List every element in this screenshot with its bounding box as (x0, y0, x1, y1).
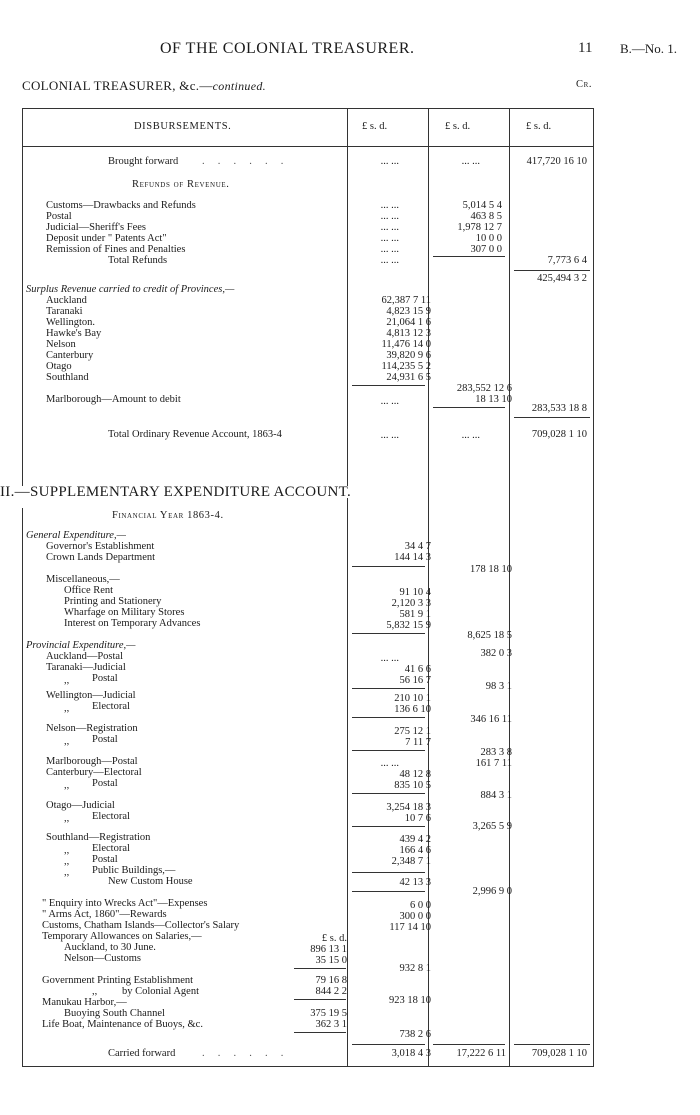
rule-temp-sub (294, 968, 346, 969)
otago-electoral-label: Electoral (92, 811, 130, 822)
otago-judicial-c1: 3,254 18 3 (386, 802, 431, 813)
col3-header: £ s. d. (526, 121, 552, 132)
rule-final-c2 (433, 1044, 505, 1045)
hawkes-bay-c1: 4,813 12 3 (386, 328, 431, 339)
buoying-label: Buoying South Channel (64, 1008, 165, 1019)
wellington-judicial-label: Wellington—Judicial (46, 690, 136, 701)
ditto-mark: ,, (64, 867, 70, 878)
rule-marl-c2 (433, 407, 505, 408)
rule-nel-c1 (352, 750, 425, 751)
taranaki-postal-c2: 98 3 1 (485, 681, 512, 692)
southland-label: Southland (46, 372, 89, 383)
financial-year: Financial Year 1863-4. (112, 510, 224, 521)
col-disbursements: DISBURSEMENTS. (134, 121, 232, 132)
nelson-postal-c2: 283 3 8 (480, 747, 512, 758)
rule-crown-c1 (352, 566, 425, 567)
canterbury-electoral-label: Canterbury—Electoral (46, 767, 142, 778)
auckland-postal-label: Auckland—Postal (46, 651, 123, 662)
deposit-c1: ... ... (380, 233, 399, 244)
canterbury-postal-c2: 884 3 1 (480, 790, 512, 801)
credit-side-label: Cr. (576, 79, 593, 90)
life-boat-sub: 362 3 1 (315, 1019, 347, 1030)
canterbury-postal-label: Postal (92, 778, 118, 789)
nelson-registration-label: Nelson—Registration (46, 723, 138, 734)
taranaki-c1: 4,823 15 9 (386, 306, 431, 317)
ditto-mark: ,, (64, 845, 70, 856)
gov-printing-label: Government Printing Establishment (42, 975, 194, 986)
southland-postal-label: Postal (92, 854, 118, 865)
southland-registration-label: Southland—Registration (46, 832, 151, 843)
ditto-mark: ,, (64, 780, 70, 791)
interest-c2: 8,625 18 5 (467, 630, 512, 641)
rule-right (593, 108, 594, 1067)
general-heading: General Expenditure,— (26, 530, 126, 541)
southland-postal-c1: 2,348 7 1 (391, 856, 431, 867)
public-buildings-label: Public Buildings,— (92, 865, 176, 876)
rule-well-c1 (352, 717, 425, 718)
ditto-mark: ,, (64, 675, 70, 686)
canterbury-label: Canterbury (46, 350, 94, 361)
interest-label: Interest on Temporary Advances (64, 618, 201, 629)
otago-electoral-c2: 3,265 5 9 (472, 821, 512, 832)
nelson-postal-label: Postal (92, 734, 118, 745)
life-boat-label: Life Boat, Maintenance of Buoys, &c. (42, 1019, 203, 1030)
southland-registration-c1: 439 4 2 (399, 834, 431, 845)
wellington-electoral-c1: 136 6 10 (394, 704, 431, 715)
otago-judicial-label: Otago—Judicial (46, 800, 115, 811)
rule-surplus-c1 (352, 385, 425, 386)
gov-printing-sub: 79 16 8 (315, 975, 347, 986)
surplus-total-c2: 283,552 12 6 (456, 383, 512, 394)
nelson-label: Nelson (46, 339, 76, 350)
judicial-c2: 1,978 12 7 (457, 222, 502, 233)
crown-lands-c2: 178 18 10 (470, 564, 512, 575)
colonial-agent-sub: 844 2 2 (315, 986, 347, 997)
custom-house-c2: 2,996 9 0 (472, 886, 512, 897)
rule-sth-c1 (352, 872, 425, 873)
remission-label: Remission of Fines and Penalties (46, 244, 186, 255)
chatham-c1: 117 14 10 (389, 922, 431, 933)
refunds-heading: Refunds of Revenue. (132, 179, 230, 190)
canterbury-c1: 39,820 9 6 (386, 350, 431, 361)
section-subtitle (22, 78, 266, 94)
crown-lands-label: Crown Lands Department (46, 552, 156, 563)
taranaki-postal-label: Postal (92, 673, 118, 684)
col1-header: £ s. d. (362, 121, 388, 132)
rule-manu-sub (294, 1032, 346, 1033)
rule-ota-c1 (352, 826, 425, 827)
disbursements-table (0, 100, 594, 1068)
remission-c2: 307 0 0 (470, 244, 502, 255)
nelson-customs-c1: 932 8 1 (399, 963, 431, 974)
total-ordinary-c3: 709,028 1 10 (531, 429, 587, 440)
brought-forward-c1: ... ... (380, 156, 399, 167)
total-refunds-c3: 7,773 6 4 (547, 255, 587, 266)
hawkes-bay-label: Hawke's Bay (46, 328, 102, 339)
ditto-mark: ,, (92, 986, 98, 997)
surplus-heading: Surplus Revenue carried to credit of Provinces,— (26, 284, 235, 295)
governor-c1: 34 4 7 (404, 541, 431, 552)
postal-c1: ... ... (380, 211, 399, 222)
nelson-registration-c1: 275 12 1 (394, 726, 431, 737)
subtitle-text: COLONIAL TREASURER, &c.— (22, 78, 213, 93)
interest-c1: 5,832 15 9 (386, 620, 431, 631)
wellington-judicial-c1: 210 10 1 (394, 693, 431, 704)
total-refunds-c1: ... ... (380, 255, 399, 266)
judicial-c1: ... ... (380, 222, 399, 233)
wharfage-label: Wharfage on Military Stores (64, 607, 185, 618)
rule-cust-c1 (352, 891, 425, 892)
otago-c1: 114,235 5 2 (381, 361, 431, 372)
total-refunds-label: Total Refunds (108, 255, 168, 266)
chatham-label: Customs, Chatham Islands—Collector's Salary (42, 920, 240, 931)
nelson-postal-c1: 7 11 7 (405, 737, 431, 748)
taranaki-judicial-c1: 41 6 6 (404, 664, 431, 675)
rule-marl-c3 (514, 417, 590, 418)
arms-c1: 300 0 0 (399, 911, 431, 922)
auckland-june-sub: 896 13 1 (310, 944, 347, 955)
custom-house-label: New Custom House (108, 876, 193, 887)
marlborough-debit-c3: 283,533 18 8 (531, 403, 587, 414)
colonial-agent-c1: 923 18 10 (389, 995, 431, 1006)
col2-header: £ s. d. (445, 121, 471, 132)
rule-left (22, 108, 23, 494)
taranaki-label: Taranaki (46, 306, 83, 317)
wellington-label: Wellington. (46, 317, 96, 328)
rule-tar-c1 (352, 688, 425, 689)
wrecks-c1: 6 0 0 (410, 900, 431, 911)
wrecks-label: " Enquiry into Wrecks Act"—Expenses (42, 898, 208, 909)
rule-final-c3 (514, 1044, 590, 1045)
provincial-heading: Provincial Expenditure,— (26, 640, 136, 651)
taranaki-judicial-label: Taranaki—Judicial (46, 662, 126, 673)
otago-electoral-c1: 10 7 6 (404, 813, 431, 824)
leader-dots: . . . . . . (202, 156, 284, 167)
ditto-mark: ,, (64, 736, 70, 747)
remission-c1: ... ... (380, 244, 399, 255)
canterbury-electoral-c1: 48 12 8 (399, 769, 431, 780)
supplementary-title: II.—SUPPLEMENTARY EXPENDITURE ACCOUNT. (0, 484, 352, 500)
taranaki-postal-c1: 56 16 7 (399, 675, 431, 686)
customs-c1: ... ... (380, 200, 399, 211)
canterbury-postal-c1: 835 10 5 (394, 780, 431, 791)
marlborough-debit-label: Marlborough—Amount to debit (46, 394, 181, 405)
southland-electoral-c1: 166 4 6 (399, 845, 431, 856)
auckland-c1: 62,387 7 11 (381, 295, 431, 306)
brought-forward-label: Brought forward (108, 156, 179, 167)
marlborough-debit-c1: ... ... (380, 396, 399, 407)
rule-cant-c1 (352, 793, 425, 794)
auckland-june-label: Auckland, to 30 June. (64, 942, 156, 953)
buoying-sub: 375 19 5 (310, 1008, 347, 1019)
subtitle-continued: continued. (212, 79, 266, 93)
printing-c1: 2,120 3 3 (391, 598, 431, 609)
subtotal1-c3: 425,494 3 2 (537, 273, 587, 284)
custom-house-c1: 42 13 3 (399, 877, 431, 888)
customs-c2: 5,014 5 4 (462, 200, 502, 211)
marlborough-postal-c1: ... ... (380, 758, 399, 769)
nelson-c1: 11,476 14 0 (381, 339, 431, 350)
nelson-customs-sub: 35 15 0 (315, 955, 347, 966)
wellington-electoral-label: Electoral (92, 701, 130, 712)
governor-label: Governor's Establishment (46, 541, 155, 552)
brought-forward-c3: 417,720 16 10 (526, 156, 587, 167)
auckland-postal-c1: ... ... (380, 653, 399, 664)
rule-col3 (509, 108, 510, 1067)
brought-forward-c2: ... ... (461, 156, 480, 167)
deposit-c2: 10 0 0 (475, 233, 502, 244)
rule-print-sub (294, 999, 346, 1000)
rule-final-c1 (352, 1044, 425, 1045)
rule-refunds-c3 (514, 270, 590, 271)
page-number: 11 (578, 40, 593, 56)
nelson-customs-label: Nelson—Customs (64, 953, 142, 964)
customs-label: Customs—Drawbacks and Refunds (46, 200, 196, 211)
rule-refunds-c2 (433, 256, 505, 257)
misc-heading: Miscellaneous,— (46, 574, 120, 585)
life-boat-c1: 738 2 6 (399, 1029, 431, 1040)
rule-misc-c1 (352, 633, 425, 634)
auckland-label: Auckland (46, 295, 87, 306)
ditto-mark: ,, (64, 813, 70, 824)
ditto-mark: ,, (64, 703, 70, 714)
total-ordinary-c1: ... ... (380, 430, 399, 441)
total-ordinary-label: Total Ordinary Revenue Account, 1863-4 (108, 429, 282, 440)
office-rent-label: Office Rent (64, 585, 114, 596)
document-reference: B.—No. 1. (620, 41, 678, 56)
marlborough-postal-label: Marlborough—Postal (46, 756, 138, 767)
temp-allow-label: Temporary Allowances on Salaries,— (42, 931, 202, 942)
postal-label: Postal (46, 211, 72, 222)
wellington-electoral-c2: 346 16 11 (470, 714, 512, 725)
postal-c2: 463 8 5 (470, 211, 502, 222)
southland-c1: 24,931 6 5 (386, 372, 431, 383)
colonial-agent-label: by Colonial Agent (122, 986, 199, 997)
temp-allow-sub: £ s. d. (321, 933, 347, 944)
auckland-postal-c2: 382 0 3 (480, 648, 512, 659)
total-ordinary-c2: ... ... (461, 430, 480, 441)
arms-label: " Arms Act, 1860"—Rewards (42, 909, 167, 920)
ditto-mark: ,, (64, 856, 70, 867)
carried-forward-c2: 17,222 6 11 (456, 1048, 506, 1059)
carried-forward-label: Carried forward (108, 1048, 176, 1059)
marlborough-debit-c2: 18 13 10 (475, 394, 512, 405)
otago-label: Otago (46, 361, 72, 372)
wellington-c1: 21,064 1 6 (386, 317, 431, 328)
carried-forward-c1: 3,018 4 3 (391, 1048, 431, 1059)
leader-dots: . . . . . . (202, 1048, 284, 1059)
rule-col1 (347, 108, 348, 1067)
printing-label: Printing and Stationery (64, 596, 162, 607)
crown-lands-c1: 144 14 3 (394, 552, 431, 563)
manukau-label: Manukau Harbor,— (42, 997, 127, 1008)
carried-forward-c3: 709,028 1 10 (531, 1048, 587, 1059)
wharfage-c1: 581 9 1 (399, 609, 431, 620)
page-title: OF THE COLONIAL TREASURER. (160, 40, 415, 57)
rule-left-lower (22, 508, 23, 1067)
office-rent-c1: 91 10 4 (399, 587, 431, 598)
judicial-label: Judicial—Sheriff's Fees (46, 222, 146, 233)
deposit-label: Deposit under " Patents Act" (46, 233, 167, 244)
marlborough-postal-c2: 161 7 11 (475, 758, 512, 769)
southland-electoral-label: Electoral (92, 843, 130, 854)
